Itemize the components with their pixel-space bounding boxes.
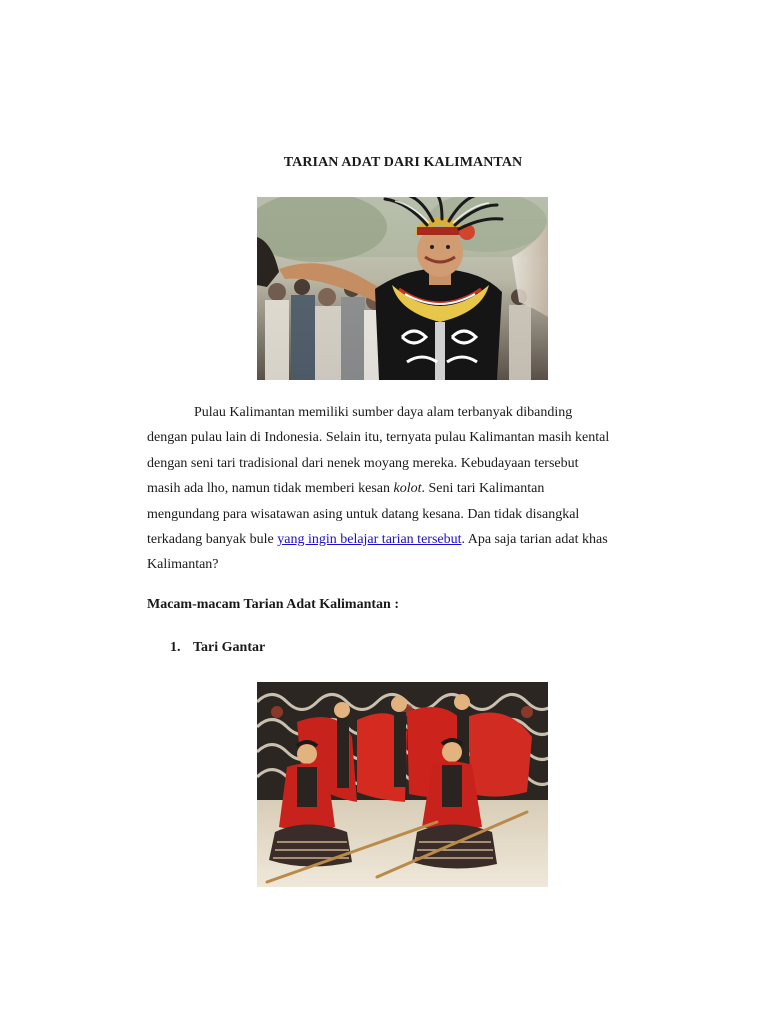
list-number: 1. xyxy=(170,640,181,655)
section-heading: Macam-macam Tarian Adat Kalimantan : xyxy=(147,597,399,612)
intro-text: . Apa saja tarian adat khas xyxy=(461,532,608,548)
intro-text: masih ada lho, namun tidak memberi kesan xyxy=(147,481,394,497)
intro-line: Kalimantan? xyxy=(147,557,219,573)
list-label: Tari Gantar xyxy=(193,640,266,655)
document-title: TARIAN ADAT DARI KALIMANTAN xyxy=(283,155,523,170)
tari-gantar-photo xyxy=(257,682,548,887)
intro-line: dengan pulau lain di Indonesia. Selain itu, ternyata pulau Kalimantan masih kental xyxy=(147,430,610,446)
list-item xyxy=(170,640,265,656)
intro-text: . Seni tari Kalimantan xyxy=(421,481,545,497)
intro-line: dengan seni tari tradisional dari nenek moyang mereka. Kebudayaan tersebut xyxy=(147,455,579,471)
intro-line xyxy=(147,527,667,552)
intro-line: Pulau Kalimantan memiliki sumber daya alam terbanyak dibanding xyxy=(194,405,573,420)
intro-paragraph xyxy=(147,400,667,578)
italic-word: kolot xyxy=(393,481,422,497)
intro-line: mengundang para wisatawan asing untuk datang kesana. Dan tidak disangkal xyxy=(147,506,580,522)
dancer-photo xyxy=(257,197,548,380)
intro-text: terkadang banyak bule xyxy=(147,532,278,548)
intro-line xyxy=(147,476,667,501)
learn-dance-link[interactable]: yang ingin belajar tarian tersebut xyxy=(277,532,462,548)
